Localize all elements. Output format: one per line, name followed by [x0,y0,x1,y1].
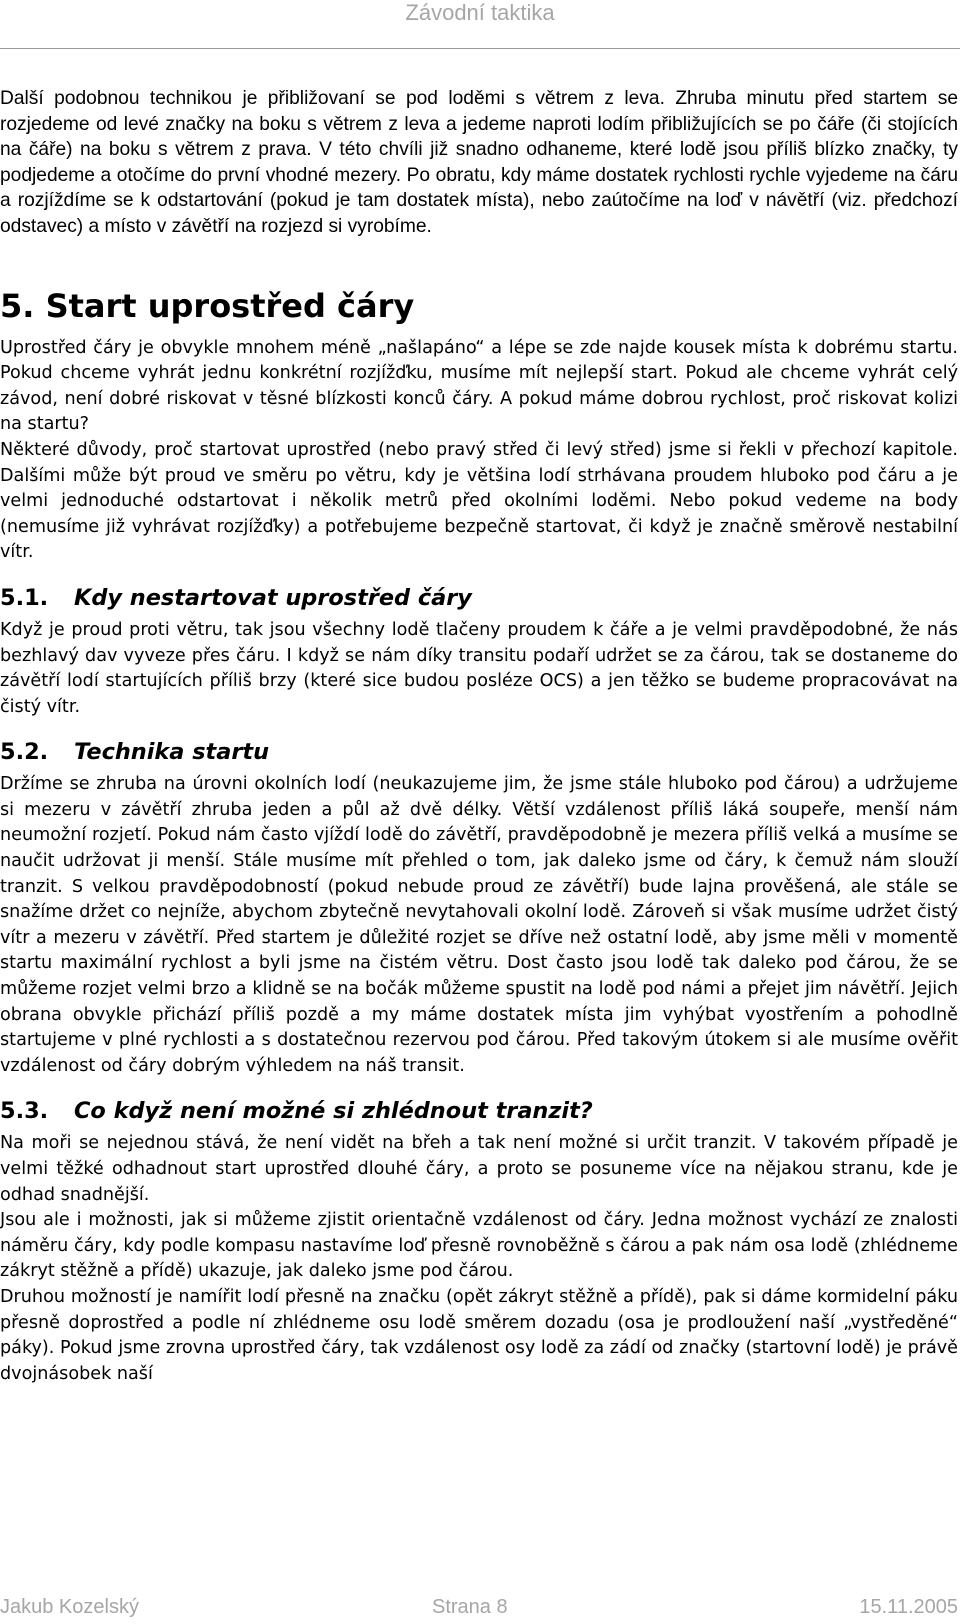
section-5-1-title: Kdy nestartovat uprostřed čáry [74,584,472,611]
page-header-title: Závodní taktika [405,0,555,25]
section-5-3-paragraph-2: Jsou ale i možnosti, jak si můžeme zjistit orientačně vzdálenost od čáry. Jedna možnost vychází ze znalosti náměru čáry, kdy podle kompasu nastavíme loď přesně rovnoběžně s čárou a pak nám osa lodě (zhlédneme zákryt stěžně a přídě) ukazuje, jak daleko jsme pod čárou. [0,1210,958,1282]
footer-date: 15.11.2005 [859,1596,958,1618]
section-5-1-number: 5.1. [0,584,49,611]
intro-paragraph [0,86,958,240]
section-5-2-heading [0,736,958,768]
section-5-3-paragraph-3: Druhou možností je namířit lodí přesně na značku (opět zákryt stěžně a přídě), pak si dáme kormidelní páku přesně doprostřed a podle ní zhlédneme osu lodě směrem dozadu (osa je prodloužení naší „vystředěné“ páky). Pokud jsme zrovna uprostřed čáry, tak vzdálenost osy lodě za zádí od značky (startovní lodě) je právě dvojnásobek naší [0,1286,958,1384]
section-5-3-heading [0,1095,958,1127]
section-5-3-paragraph-1: Na moři se nejednou stává, že není vidět na břeh a tak není možné si určit tranzit. V takovém případě je velmi těžké odhadnout start uprostřed dlouhé čáry, a proto se posuneme více na nějakou stranu, kde je odhad snadnější. [0,1133,958,1205]
section-5-2-paragraph: Držíme se zhruba na úrovni okolních lodí (neukazujeme jim, že jsme stále hluboko pod čárou) a udržujeme si mezeru v závětří zhruba jeden a půl až dvě délky. Větší vzdálenost příliš láká soupeře, menší nám neumožní rozjetí. Pokud nám často vjíždí lodě do závětří, pravděpodobně je mezera příliš velká a musíme se naučit udržovat ji menší. Stále musíme mít přehled o tom, jak daleko jsme od čáry, k čemuž nám slouží tranzit. S velkou pravděpodobností (pokud nebude proud ze závětří) bude lajna prověšená, ale stále se snažíme držet co nejníže, abychom zbytečně nevytahovali okolní lodě. Zároveň si však musíme udržet čistý vítr a mezeru v závětří. Před startem je důležité rozjet se dříve než ostatní lodě, aby jsme měli v momentě startu maximální rychlost a byli jsme na čistém větru. Dost často jsou lodě tak daleko pod čárou, že se můžeme rozjet velmi brzo a klidně se na bočák můžeme spustit na lodě pod námi a přejet jim návětří. Jejich obrana obvykle přichází příliš pozdě a my máme dostatek místa jim vyhýbat vyostřením a pohodlně startujeme v plné rychlosti a s dostatečnou rezervou pod čárou. Před takovým útokem si ale musíme ověřit vzdálenost od čáry dobrým výhledem na náš transit. [0,774,958,1076]
section-5-2-number: 5.2. [0,739,49,766]
page-footer [0,1596,960,1624]
footer-page-number: Strana 8 [432,1596,508,1618]
section-5-heading: 5. Start uprostřed čáry [0,286,415,325]
section-5-paragraph-2: Některé důvody, proč startovat uprostřed (nebo pravý střed či levý střed) jsme si řekli v přechozí kapitole. Dalšími může být proud ve směru po větru, kdy je většina lodí strhávana proudem hluboko pod čáru a je velmi jednoduché odstartovat i několik metrů před okolními loděmi. Nebo pokud vedeme na body (nemusíme již vyhrávat rozjížďky) a potřebujeme bezpečně startovat, či když je značně směrově nestabilní vítr. [0,439,958,563]
intro-text-3: Po obratu, kdy máme dostatek rychlosti rychle vyjedeme na čáru a rozjíždíme se k odstartování (pokud je tam dostatek místa), nebo zaútočíme na loď v návětří (viz. předchozí odstavec) a místo v závětří na rozjezd si vyrobíme. [0,164,958,237]
header-divider [0,48,960,49]
section-5-3-number: 5.3. [0,1098,49,1125]
section-5-1-paragraph: Když je proud proti větru, tak jsou všechny lodě tlačeny proudem k čáře a je velmi pravděpodobné, že nás bezhlavý dav vyveze přes čáru. I když se nám díky transitu podaří udržet se za čárou, tak se dostaneme do závětří lodí startujících příliš brzy (které sice budou posléze OCS) a jen těžko se budeme propracovávat na čistý vítr. [0,619,958,717]
section-5-paragraph-1: Uprostřed čáry je obvykle mnohem méně „našlapáno“ a lépe se zde najde kousek místa k dobrému startu. Pokud chceme vyhrát jednu konkrétní rozjížďku, musíme mít nejlepší start. Pokud ale chceme vyhrát celý závod, není dobré riskovat v těsné blízkosti konců čáry. A pokud máme dobrou rychlost, proč riskovat kolizi na startu? [0,337,958,435]
document-body [0,86,958,1387]
section-5-3-title: Co když není možné si zhlédnout tranzit? [74,1098,593,1125]
intro-text-2: V této chvíli již snadno odhaneme, které lodě jsou příliš blízko značky, ty podjedeme a otočíme do první vhodné mezery. [0,139,958,186]
intro-text-1: Další podobnou technikou je přibližovaní se pod loděmi s větrem z leva. Zhruba minutu před startem se rozjedeme od levé značky na boku s větrem z leva a jedeme naproti lodím přibližujících se po čáře (či stojících na čáře) na boku s větrem z prava. [0,88,958,161]
footer-author: Jakub Kozelský [0,1596,139,1618]
section-5-2-title: Technika startu [74,739,270,766]
section-5-1-heading [0,582,958,614]
